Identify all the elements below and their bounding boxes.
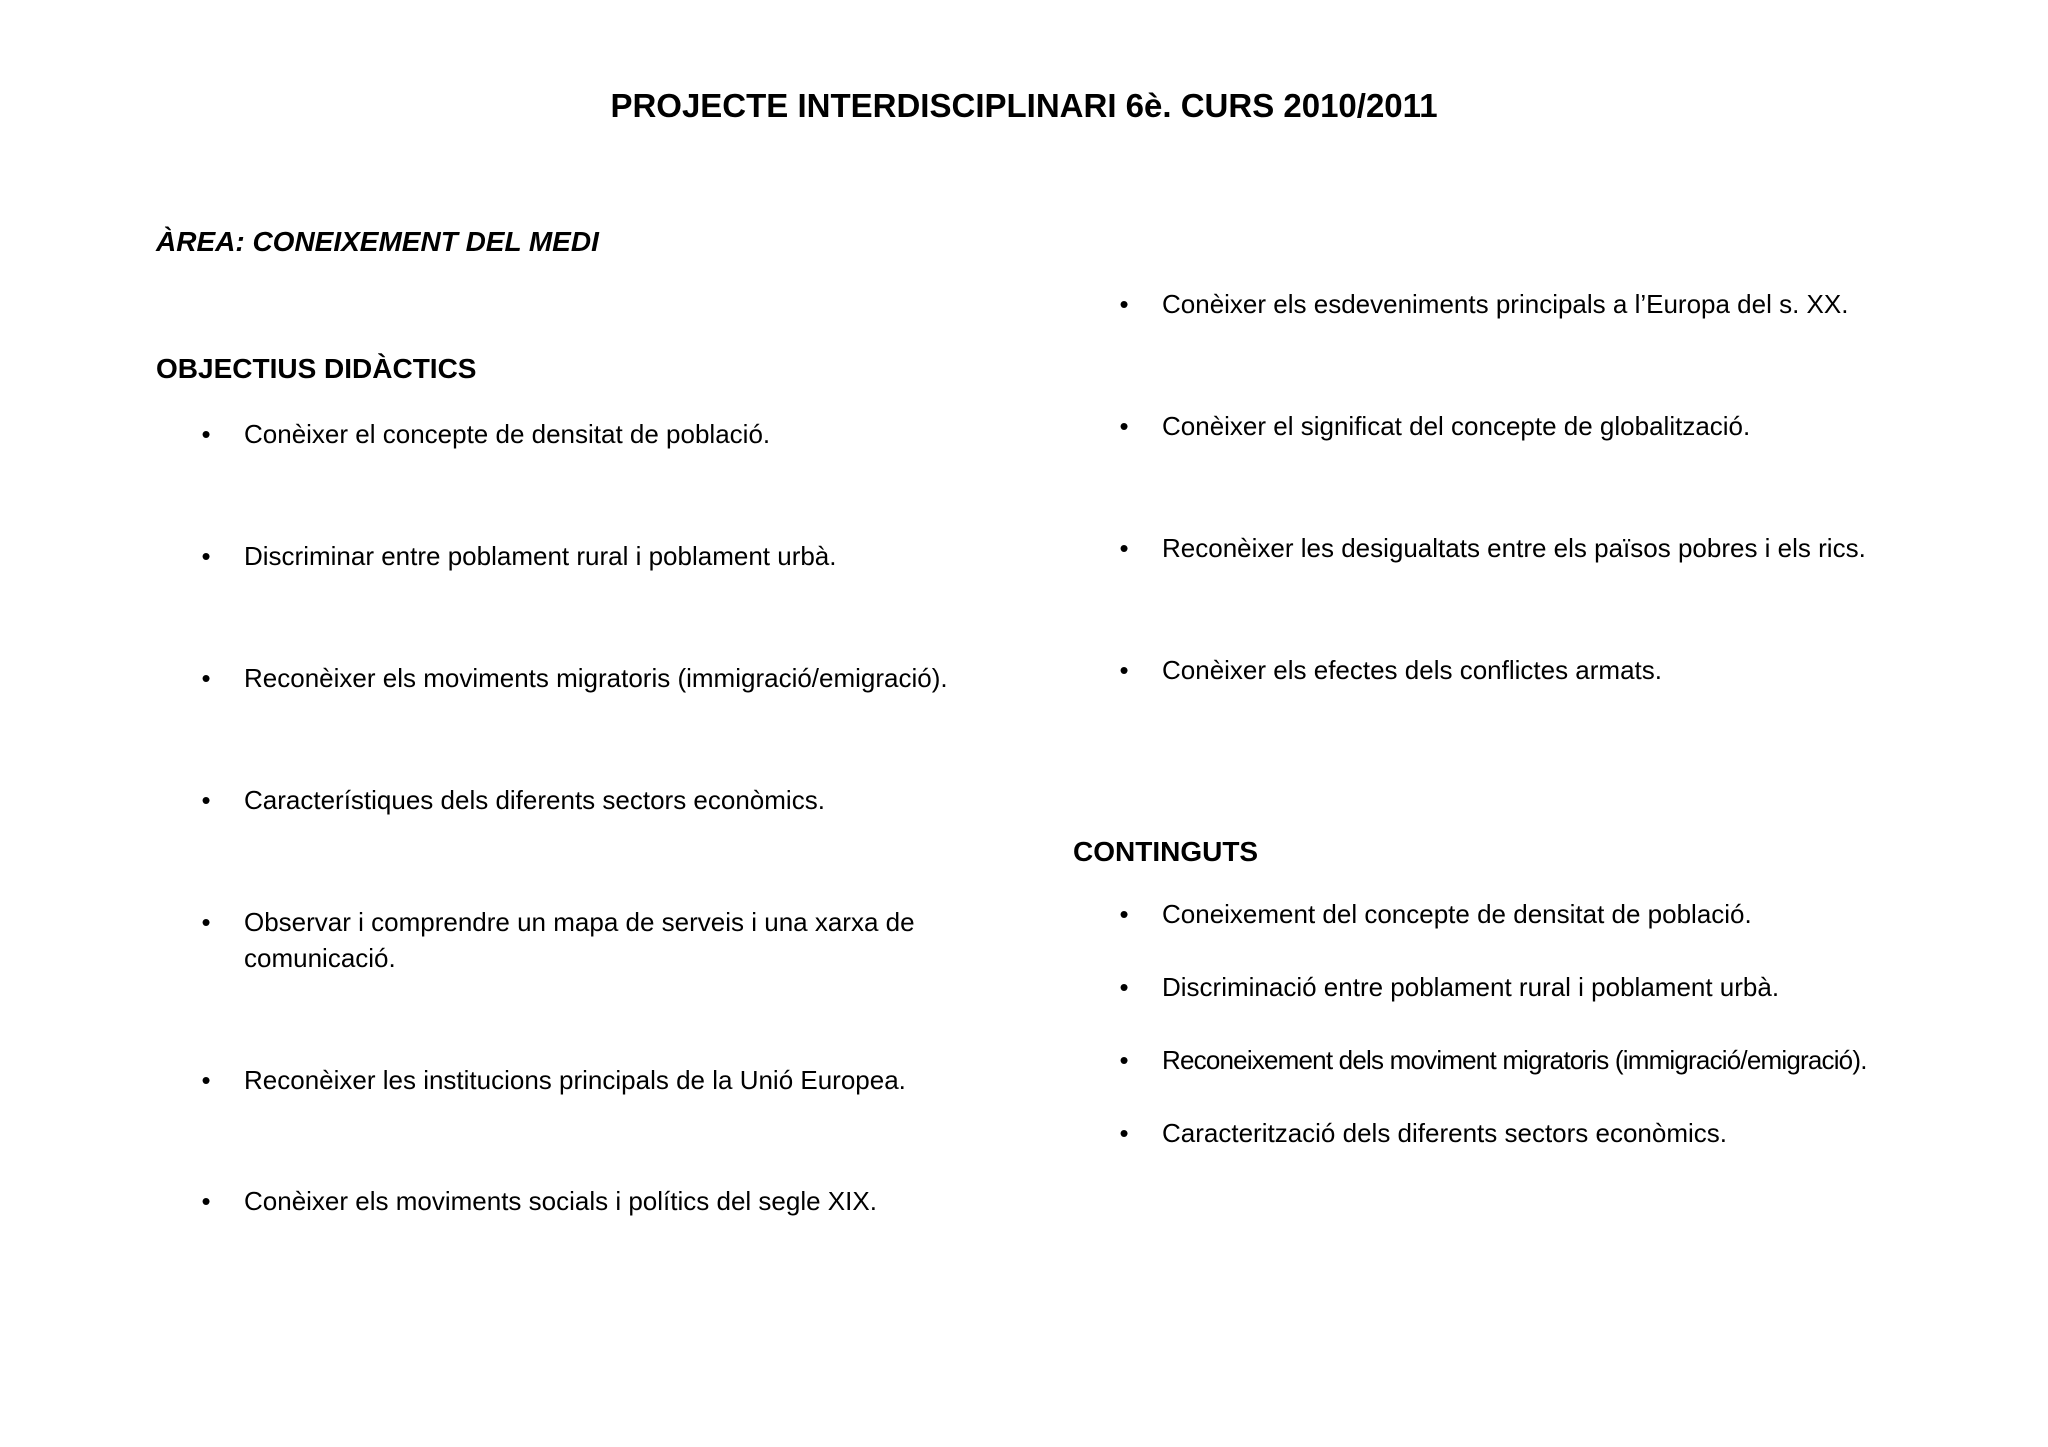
list-item-text: Conèixer els efectes dels conflictes armats. — [1162, 655, 1662, 685]
list-item-text: Reconèixer les institucions principals de la Unió Europea. — [244, 1065, 906, 1095]
bullet-icon: • — [201, 907, 211, 937]
list-item — [196, 538, 1004, 574]
list-item — [1114, 1042, 2012, 1078]
list-item-text: Reconèixer les desigualtats entre els països pobres i els rics. — [1162, 533, 1866, 563]
list-item — [196, 782, 1004, 818]
bullet-icon: • — [201, 1186, 211, 1216]
bullet-icon: • — [1119, 655, 1129, 685]
list-item — [1114, 530, 2012, 566]
list-item-text: Coneixement del concepte de densitat de població. — [1162, 899, 1752, 929]
list-item-text: Discriminació entre poblament rural i poblament urbà. — [1162, 972, 1780, 1002]
list-item — [196, 416, 1004, 452]
bullet-icon: • — [201, 541, 211, 571]
bullet-icon: • — [1119, 972, 1129, 1002]
bullet-icon: • — [201, 663, 211, 693]
list-item-text: Conèixer el concepte de densitat de població. — [244, 419, 771, 449]
list-item-text: Conèixer els moviments socials i polítics del segle XIX. — [244, 1186, 877, 1216]
list-item-text: Conèixer el significat del concepte de globalització. — [1162, 411, 1751, 441]
list-item — [1114, 896, 2012, 932]
area-heading: ÀREA: CONEIXEMENT DEL MEDI — [156, 226, 599, 257]
objectius-heading: OBJECTIUS DIDÀCTICS — [156, 353, 477, 384]
list-item — [196, 904, 1004, 976]
list-item — [196, 1183, 1004, 1219]
list-item — [1114, 1115, 2012, 1151]
list-item — [196, 1062, 1004, 1098]
bullet-icon: • — [201, 785, 211, 815]
bullet-icon: • — [1119, 1045, 1129, 1075]
list-item — [196, 660, 1004, 696]
bullet-icon: • — [201, 419, 211, 449]
list-item-text: Conèixer els esdeveniments principals a l’Europa del s. XX. — [1162, 289, 1849, 319]
continguts-heading: CONTINGUTS — [1073, 836, 1259, 867]
list-item-text: Reconeixement dels moviment migratoris (immigració/emigració). — [1162, 1045, 1867, 1075]
bullet-icon: • — [1119, 289, 1129, 319]
list-item-text: Caracterització dels diferents sectors econòmics. — [1162, 1118, 1728, 1148]
list-item-text: Discriminar entre poblament rural i poblament urbà. — [244, 541, 837, 571]
list-item — [1114, 652, 2012, 688]
bullet-icon: • — [1119, 899, 1129, 929]
bullet-icon: • — [1119, 1118, 1129, 1148]
list-item — [1114, 408, 2012, 444]
list-item — [1114, 969, 2012, 1005]
list-item-text: Reconèixer els moviments migratoris (immigració/emigració). — [244, 663, 948, 693]
bullet-icon: • — [1119, 533, 1129, 563]
list-item-text: Característiques dels diferents sectors econòmics. — [244, 785, 825, 815]
bullet-icon: • — [201, 1065, 211, 1095]
list-item-text: Observar i comprendre un mapa de serveis i una xarxa de comunicació. — [244, 907, 915, 973]
list-item — [1114, 286, 2012, 322]
bullet-icon: • — [1119, 411, 1129, 441]
page-title: PROJECTE INTERDISCIPLINARI 6è. CURS 2010/2011 — [610, 87, 1438, 124]
